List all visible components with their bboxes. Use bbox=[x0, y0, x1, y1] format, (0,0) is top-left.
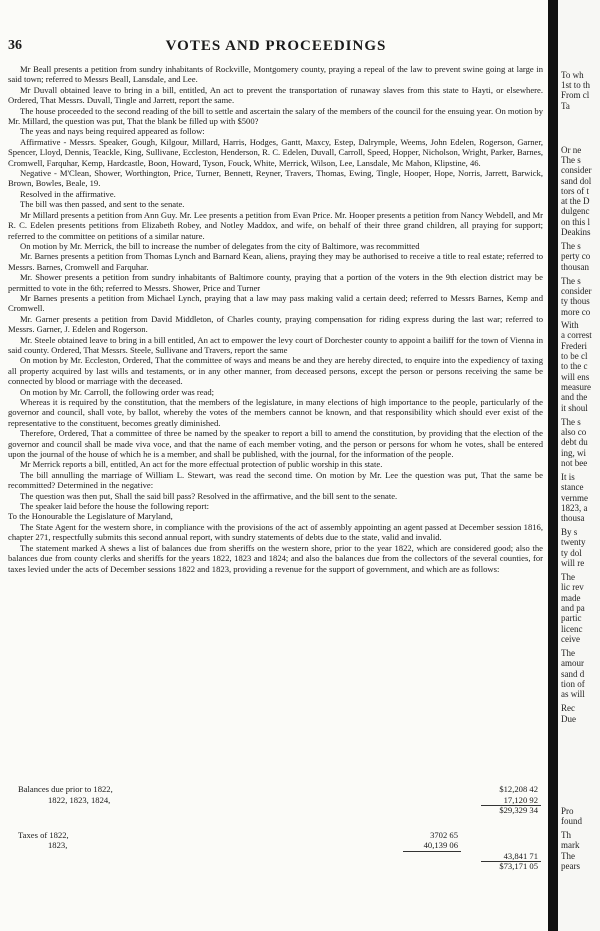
facing-page-fragment: 1823, a bbox=[561, 503, 588, 513]
facing-page-fragment: The s bbox=[561, 155, 581, 165]
facing-page-fragment: and the bbox=[561, 392, 588, 402]
facing-page-fragment: The s bbox=[561, 276, 581, 286]
taxes-1822-label: Taxes of 1822, bbox=[18, 829, 69, 840]
page-header bbox=[8, 38, 544, 58]
facing-page-fragment: at the D bbox=[561, 196, 590, 206]
facing-page-fragment: Th bbox=[561, 830, 571, 840]
facing-page-fragment: not bee bbox=[561, 458, 588, 468]
facing-page-fragment: pears bbox=[561, 861, 580, 871]
facing-page-fragment: The bbox=[561, 572, 575, 582]
paragraph: Mr. Steele obtained leave to bring in a bill entitled, An act to empower the levy court of Dorchester county to appoint a bailiff for the town of Vienna in said county. Ordered, That Messrs. Steele, Sullivane and Travers, report the same bbox=[8, 334, 543, 355]
paragraph: To the Honourable the Legislature of Maryland, bbox=[8, 511, 173, 522]
taxes-1823-row bbox=[8, 840, 543, 851]
paragraph: Mr. Barnes presents a petition from Thomas Lynch and Barnard Kean, aliens, praying they may be authorised to receive a title to real estate; referred to Messrs. Barnes, Cromwell and Farquhar. bbox=[8, 251, 543, 272]
paragraph: Mr Barnes presents a petition from Michael Lynch, praying that a law may pass making valid a certain deed; referred to Messrs Barnes, Kemp and Cromwell. bbox=[8, 292, 543, 314]
facing-page-fragment: stance bbox=[561, 482, 584, 492]
facing-page-fragment: mark bbox=[561, 840, 580, 850]
facing-page-fragment: partic bbox=[561, 613, 582, 623]
facing-page-fragment: Or ne bbox=[561, 145, 582, 155]
facing-page-fragment: measure bbox=[561, 382, 591, 392]
facing-page-fragment: Due bbox=[561, 714, 576, 724]
facing-page-fragment: perty co bbox=[561, 251, 591, 261]
paragraph: Mr Beall presents a petition from sundry inhabitants of Rockville, Montgomery county, praying a repeal of the law to prevent swine going at large in said town; referred to Messrs Beall, Lansdale, and Lee. bbox=[8, 64, 543, 85]
facing-page-fragment: to the c bbox=[561, 361, 588, 371]
taxes-1823-value: 40,139 06 bbox=[423, 840, 458, 850]
grand-total-row bbox=[8, 861, 543, 872]
facing-page-fragment: sand dol bbox=[561, 176, 592, 186]
facing-page-fragment: twenty bbox=[561, 537, 586, 547]
facing-page-fragment: The s bbox=[561, 417, 581, 427]
paragraph: The bill annulling the marriage of William L. Stewart, was read the second time. On motion by Mr. Lee the question was put, That the same be recommitted? Determined in the negative: bbox=[8, 469, 543, 491]
paragraph: The speaker laid before the house the following report: bbox=[20, 501, 209, 512]
paragraph: On motion by Mr. Eccleston, Ordered, That the committee of ways and means be and they are hereby directed, to enquire into the expediency of taxing all property acquired by last wills and testaments, or in any other manner, from deceased persons, except the person or persons receiving the same be connected by blood or marriage with the deceased. bbox=[8, 355, 543, 387]
facing-page-fragment: lic rev bbox=[561, 582, 584, 592]
paragraph: Mr. Garner presents a petition from David Middleton, of Charles county, praying compensation for riding express during the last war; referred to Messrs. Garner, J. Edelen and Rogerson. bbox=[8, 313, 543, 335]
facing-page-fragment: as will bbox=[561, 689, 585, 699]
facing-page-fragment: 1st to th bbox=[561, 80, 591, 90]
paragraph: The house proceeded to the second reading of the bill to settle and ascertain the salary of the members of the council for the ensuing year. On motion by Mr. Millard, the question was put, That the blank be filled up with $500? bbox=[8, 105, 543, 127]
facing-page-fragment: and pa bbox=[561, 603, 585, 613]
page-number: 36 bbox=[8, 38, 22, 53]
running-head: VOTES AND PROCEEDINGS bbox=[165, 38, 387, 54]
taxes-total-row bbox=[8, 851, 543, 862]
facing-page-fragment: Frederi bbox=[561, 341, 587, 351]
paragraph: Whereas it is required by the constitution, that the members of the legislature, in many elections of high importance to the people, particularly of the governor and council, shall vote, by ballot, whereby the votes of the members cannot be known, and that responsibility which should ever exist of the representative to the constituent, becomes greatly diminished. bbox=[8, 397, 543, 428]
facing-page-fragment: thousa bbox=[561, 513, 585, 523]
paragraph: On motion by Mr. Merrick, the bill to increase the number of delegates from the city of Baltimore, was recommitted bbox=[20, 240, 420, 251]
balances-total: $29,329 34 bbox=[499, 805, 538, 815]
facing-page-fragment: debt du bbox=[561, 437, 588, 447]
paragraph: The State Agent for the western shore, in compliance with the provisions of the act of assembly appointing an agent passed at December session 1816, chapter 271, respectfully submits this second annual report, with sundry statements of debts due to the state, valid and invalid. bbox=[8, 521, 543, 543]
balances-years-label: 1822, 1823, 1824, bbox=[48, 794, 111, 805]
facing-page-fragment: also co bbox=[561, 427, 587, 437]
book-gutter bbox=[548, 0, 558, 931]
facing-page-fragment: Pro bbox=[561, 806, 574, 816]
facing-page-fragment: dulgenc bbox=[561, 206, 590, 216]
taxes-1822-row bbox=[8, 830, 543, 841]
taxes-1822-value: 3702 65 bbox=[430, 829, 458, 840]
facing-page-fragment: consider bbox=[561, 286, 592, 296]
facing-page-fragment: tors of t bbox=[561, 186, 589, 196]
proceedings-text bbox=[8, 64, 543, 574]
paragraph: The bill was then passed, and sent to the senate. bbox=[20, 199, 185, 210]
paragraph: Therefore, Ordered, That a committee of three be named by the speaker to report a bill to amend the constitution, by providing that the election of the governor and council shall be made viva voce, and that the name of each member voting, and the person or persons for whom he votes, shall be entered upon the journal of the house of which he is a member, and shall be published, with the journal, for the information of the people. bbox=[8, 428, 543, 460]
paragraph: The yeas and nays being required appeared as follow: bbox=[20, 126, 205, 137]
accounts-table bbox=[8, 784, 543, 872]
facing-page-fragment: found bbox=[561, 816, 582, 826]
facing-page-fragment: To wh bbox=[561, 70, 584, 80]
facing-page-fragment: on this l bbox=[561, 217, 591, 227]
sum-rule bbox=[403, 851, 461, 852]
balances-years-row bbox=[8, 795, 543, 806]
facing-page-edge bbox=[558, 0, 600, 931]
balances-prior-row bbox=[8, 784, 543, 795]
facing-page-fragment: Deakins bbox=[561, 227, 591, 237]
facing-page-fragment: ty dol bbox=[561, 548, 582, 558]
paragraph: The statement marked A shews a list of balances due from sheriffs on the western shore, prior to the year 1822, which are considered good; also the balances due from county clerks and sheriffs for the years 1822, 1823 and 1824; and also the balances due from the collectors of the several counties, for taxes levied under the acts of December sessions 1822 and 1823, providing a revenue for the support of government, and which are as follows: bbox=[8, 542, 543, 574]
taxes-total: 43,841 71 bbox=[503, 850, 538, 861]
facing-page-fragment: By s bbox=[561, 527, 578, 537]
balances-prior-value: $12,208 42 bbox=[499, 784, 538, 794]
balances-prior-label: Balances due prior to 1822, bbox=[18, 784, 113, 794]
facing-page-fragment: a correst bbox=[561, 330, 592, 340]
facing-page-fragment: thousan bbox=[561, 262, 589, 272]
balances-total-row bbox=[8, 805, 543, 816]
paragraph: On motion by Mr. Carroll, the following order was read; bbox=[20, 386, 215, 397]
paragraph: Resolved in the affirmative. bbox=[20, 188, 116, 199]
facing-page-fragment: With bbox=[561, 320, 579, 330]
facing-page-fragment: will ens bbox=[561, 372, 590, 382]
facing-page-fragment: Ta bbox=[561, 101, 570, 111]
facing-page-fragment: sand d bbox=[561, 669, 585, 679]
paragraph: Mr Merrick reports a bill, entitled, An act for the more effectual protection of public worship in this state. bbox=[20, 459, 383, 470]
paragraph: The question was then put, Shall the said bill pass? Resolved in the affirmative, and the bill sent to the senate. bbox=[20, 490, 398, 501]
facing-page-fragment: Rec bbox=[561, 703, 575, 713]
facing-page-fragment: consider bbox=[561, 165, 592, 175]
facing-page-fragment: made bbox=[561, 593, 581, 603]
facing-page-fragment: more co bbox=[561, 307, 591, 317]
facing-page-fragment: will re bbox=[561, 558, 585, 568]
facing-page-fragment: ing, wi bbox=[561, 448, 587, 458]
paragraph: Mr. Shower presents a petition from sundry inhabitants of Baltimore county, praying that a portion of the voters in the 9th election district may be permitted to vote in the 6th; referred to Messrs. Shower, Price and Turner bbox=[8, 272, 543, 293]
paragraph: Negative - M'Clean, Shower, Worthington, Price, Turner, Bennett, Reyner, Travers, Thomas, Ewing, Tingle, Hooper, Hope, Norris, Jarrett, Barwick, Brown, Bowles, Beale, 19. bbox=[8, 168, 543, 189]
facing-page-fragment: tion of bbox=[561, 679, 585, 689]
facing-page-fragment: It is bbox=[561, 472, 575, 482]
facing-page-fragment: amour bbox=[561, 658, 584, 668]
facing-page-fragment: vernme bbox=[561, 493, 588, 503]
facing-page-fragment: The bbox=[561, 648, 575, 658]
facing-page-fragment: it shoul bbox=[561, 403, 588, 413]
facing-page-fragment: ceive bbox=[561, 634, 580, 644]
facing-page-fragment: The bbox=[561, 851, 575, 861]
grand-total: $73,171 05 bbox=[499, 861, 538, 871]
facing-page-fragment: to be cl bbox=[561, 351, 588, 361]
balances-years-value: 17,120 92 bbox=[503, 794, 538, 805]
paragraph: Mr Duvall obtained leave to bring in a bill, entitled, An act to prevent the transportation of runaway slaves from this state to Hayti, or elsewhere. Ordered, That Messrs. Duvall, Tingle and Jarrett, report the same. bbox=[8, 84, 543, 106]
paragraph: Mr Millard presents a petition from Ann Guy. Mr. Lee presents a petition from Evan Price. Mr. Hooper presents a petition from Nancy Webdell, and Mr R. C. Edelen presents petitions from Elizabeth Robey, and Notley Maddox, and wife, on behalf of their three grand children, all praying for support; referred to the committee on petitions of a similar nature. bbox=[8, 209, 543, 241]
facing-page-fragment: From cl bbox=[561, 90, 590, 100]
paragraph: Affirmative - Messrs. Speaker, Gough, Kilgour, Millard, Harris, Hodges, Gantt, Maxcy, Estep, Dalrymple, Weems, John Edelen, Rogerson, Garner, Spencer, Lloyd, Dennis, Teackle, King, Sullivane, Eccleston, Henderson, R. C. Edelen, Duvall, Carroll, Speed, Hopper, Nicholson, Wright, Parker, Barnes, Cromwell, Farquhar, Kemp, Hardcastle, Boon, Howard, Tyson, Fouck, White, Merrick, Wilson, Lee, Lansdale, Mc Mahon, Klipstine, 46. bbox=[8, 136, 543, 168]
facing-page-fragment: The s bbox=[561, 241, 581, 251]
facing-page-fragment: licenc bbox=[561, 624, 583, 634]
facing-page-fragment: ty thous bbox=[561, 296, 590, 306]
taxes-1823-label: 1823, bbox=[48, 840, 68, 850]
